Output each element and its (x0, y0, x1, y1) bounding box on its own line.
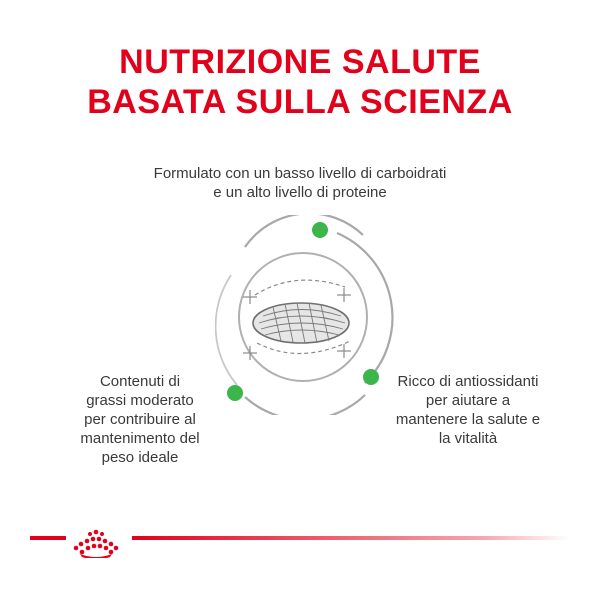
benefit-top-line: Formulato con un basso livello di carboidrati (153, 165, 447, 182)
green-dot-icon (363, 369, 379, 385)
benefit-left-caption (60, 372, 220, 467)
footer-brand-bar (30, 518, 570, 558)
benefit-top-line: e un alto livello di proteine (213, 184, 387, 201)
guide-line-top (255, 280, 345, 295)
page-title (0, 42, 600, 122)
benefit-right-line: la vitalità (438, 430, 498, 447)
title-line-1: NUTRIZIONE SALUTE (119, 43, 481, 81)
benefit-left-line: mantenimento del (80, 430, 200, 447)
benefit-right-line: per aiutare a (425, 392, 511, 409)
benefit-left-line: per contribuire al (84, 411, 196, 428)
title-line-2: BASATA SULLA SCIENZA (87, 83, 513, 121)
footer-bar-left (30, 536, 66, 540)
benefit-top-caption (120, 164, 480, 202)
benefit-right-caption (378, 372, 558, 448)
kibble-diagram-icon (215, 215, 395, 415)
benefit-right-line: mantenere la salute e (395, 411, 541, 428)
green-dot-icon (312, 222, 328, 238)
benefit-left-line: peso ideale (101, 449, 179, 466)
green-dot-icon (227, 385, 243, 401)
royal-canin-crown-icon (74, 530, 119, 558)
benefit-left-line: Contenuti di (99, 373, 181, 390)
benefit-right-line: Ricco di antiossidanti (397, 373, 539, 390)
outer-arc-bottom (245, 395, 365, 415)
benefit-left-line: grassi moderato (86, 392, 194, 409)
outer-arc-right (337, 233, 392, 383)
outer-arc-left (216, 275, 237, 385)
footer-bar-right (132, 536, 570, 540)
outer-arc-top (245, 215, 363, 247)
